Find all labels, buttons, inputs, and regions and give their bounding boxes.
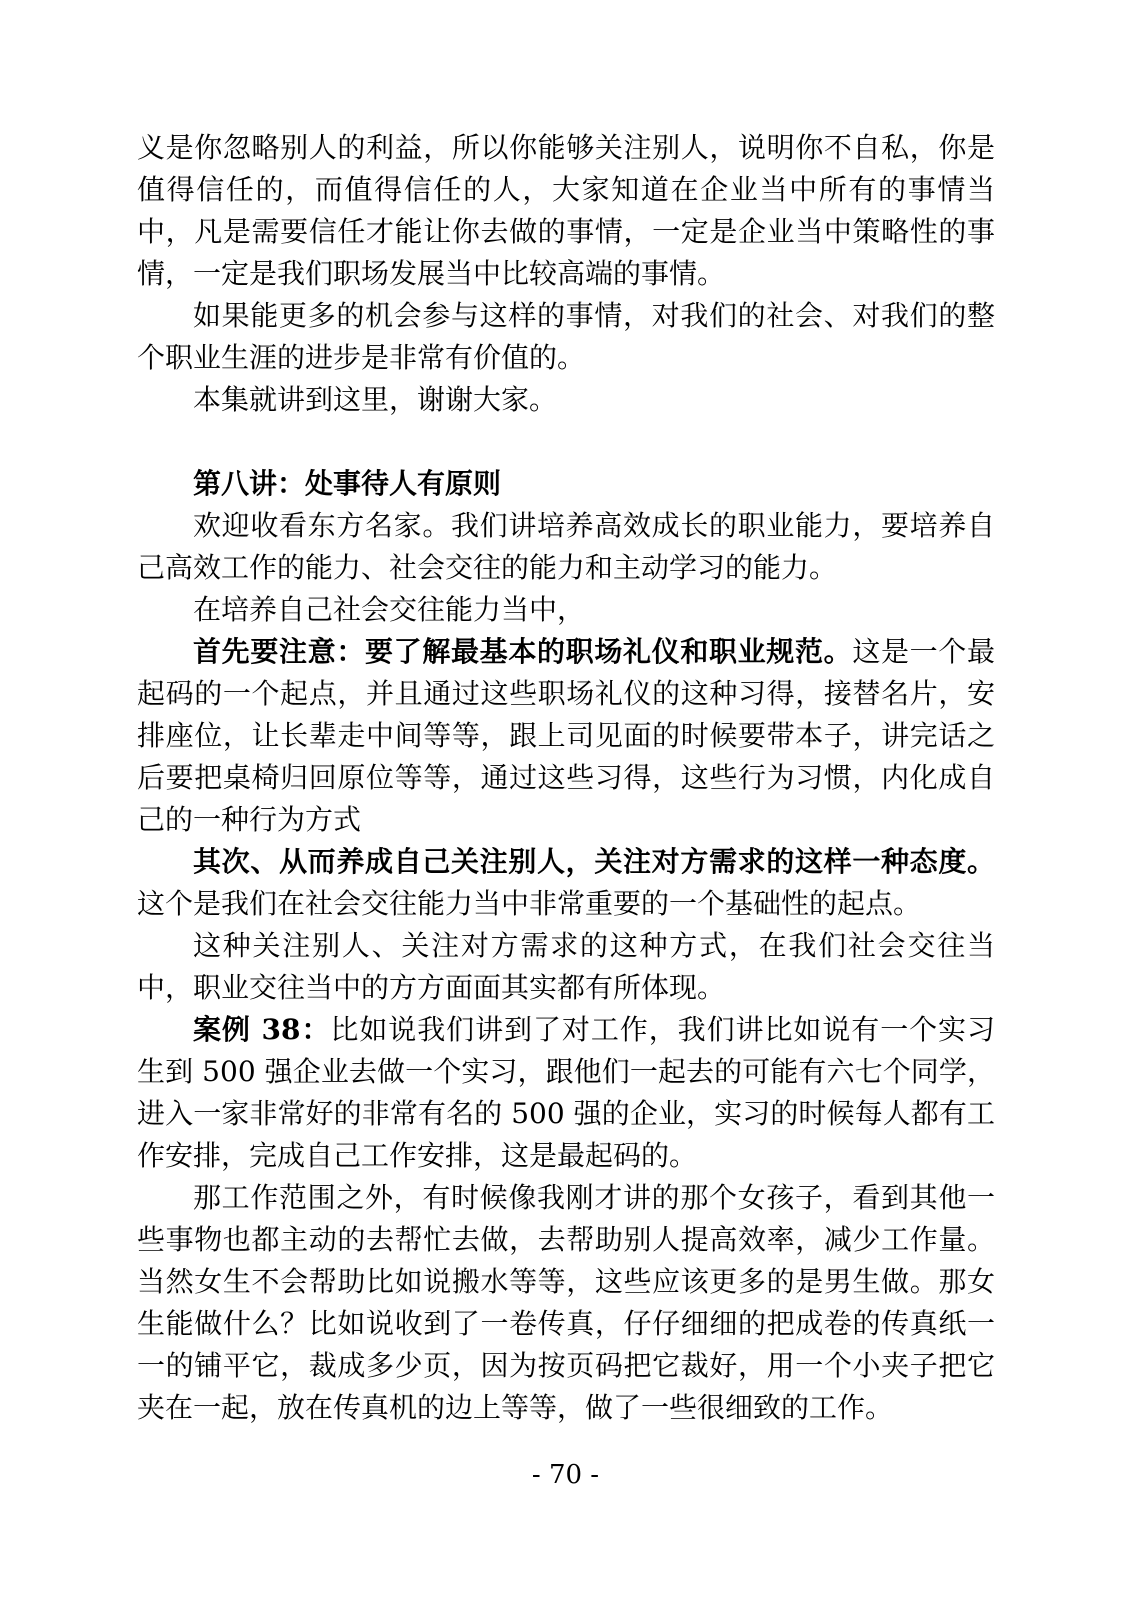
section-heading bbox=[137, 463, 995, 505]
text-run: 这种关注别人、关注对方需求的这种方式，在我们社会交往当中，职业交往当中的方方面面其实都有所体现。 bbox=[137, 929, 995, 1004]
page-footer bbox=[0, 1458, 1131, 1492]
paragraph bbox=[137, 589, 995, 631]
paragraph bbox=[137, 841, 995, 925]
paragraph bbox=[137, 1177, 995, 1429]
paragraph bbox=[137, 505, 995, 589]
text-run: 欢迎收看东方名家。我们讲培养高效成长的职业能力，要培养自己高效工作的能力、社会交往的能力和主动学习的能力。 bbox=[137, 509, 995, 584]
paragraph bbox=[137, 379, 995, 421]
bold-lead-run: 首先要注意：要了解最基本的职场礼仪和职业规范。 bbox=[193, 635, 853, 668]
text-run: 比如说我们讲到了对工作，我们讲比如说有一个实习生到 500 强企业去做一个实习，跟他们一起去的可能有六七个同学，进入一家非常好的非常有名的 500 强的企业，实习的时候每人都有工作安排，完成自己工作安排，这是最起码的。 bbox=[137, 1013, 995, 1172]
text-run: 这是一个最起码的一个起点，并且通过这些职场礼仪的这种习得，接替名片，安排座位，让长辈走中间等等，跟上司见面的时候要带本子，讲完话之后要把桌椅归回原位等等，通过这些习得，这些行为习惯，内化成自己的一种行为方式 bbox=[137, 635, 995, 836]
page-number: - 70 - bbox=[531, 1460, 600, 1490]
text-run: 这个是我们在社会交往能力当中非常重要的一个基础性的起点。 bbox=[137, 887, 922, 920]
text-run: 如果能更多的机会参与这样的事情，对我们的社会、对我们的整个职业生涯的进步是非常有价值的。 bbox=[137, 299, 995, 374]
bold-lead-run: 其次、从而养成自己关注别人，关注对方需求的这样一种态度。 bbox=[193, 845, 995, 878]
document-body bbox=[137, 127, 995, 1429]
paragraph-case-38 bbox=[137, 1009, 995, 1177]
text-run: 在培养自己社会交往能力当中， bbox=[193, 593, 586, 626]
heading-text: 第八讲：处事待人有原则 bbox=[193, 467, 502, 500]
paragraph bbox=[137, 295, 995, 379]
text-run: 义是你忽略别人的利益，所以你能够关注别人，说明你不自私，你是值得信任的，而值得信任的人，大家知道在企业当中所有的事情当中，凡是需要信任才能让你去做的事情，一定是企业当中策略性的事情，一定是我们职场发展当中比较高端的事情。 bbox=[137, 131, 995, 290]
paragraph bbox=[137, 631, 995, 841]
bold-lead-run: 案例 38： bbox=[193, 1013, 331, 1046]
paragraph bbox=[137, 925, 995, 1009]
text-run: 那工作范围之外，有时候像我刚才讲的那个女孩子，看到其他一些事物也都主动的去帮忙去做，去帮助别人提高效率，减少工作量。当然女生不会帮助比如说搬水等等，这些应该更多的是男生做。那女生能做什么？比如说收到了一卷传真，仔仔细细的把成卷的传真纸一一的铺平它，裁成多少页，因为按页码把它裁好，用一个小夹子把它夹在一起，放在传真机的边上等等，做了一些很细致的工作。 bbox=[137, 1181, 995, 1424]
text-run: 本集就讲到这里，谢谢大家。 bbox=[193, 383, 558, 416]
paragraph-continuation bbox=[137, 127, 995, 295]
